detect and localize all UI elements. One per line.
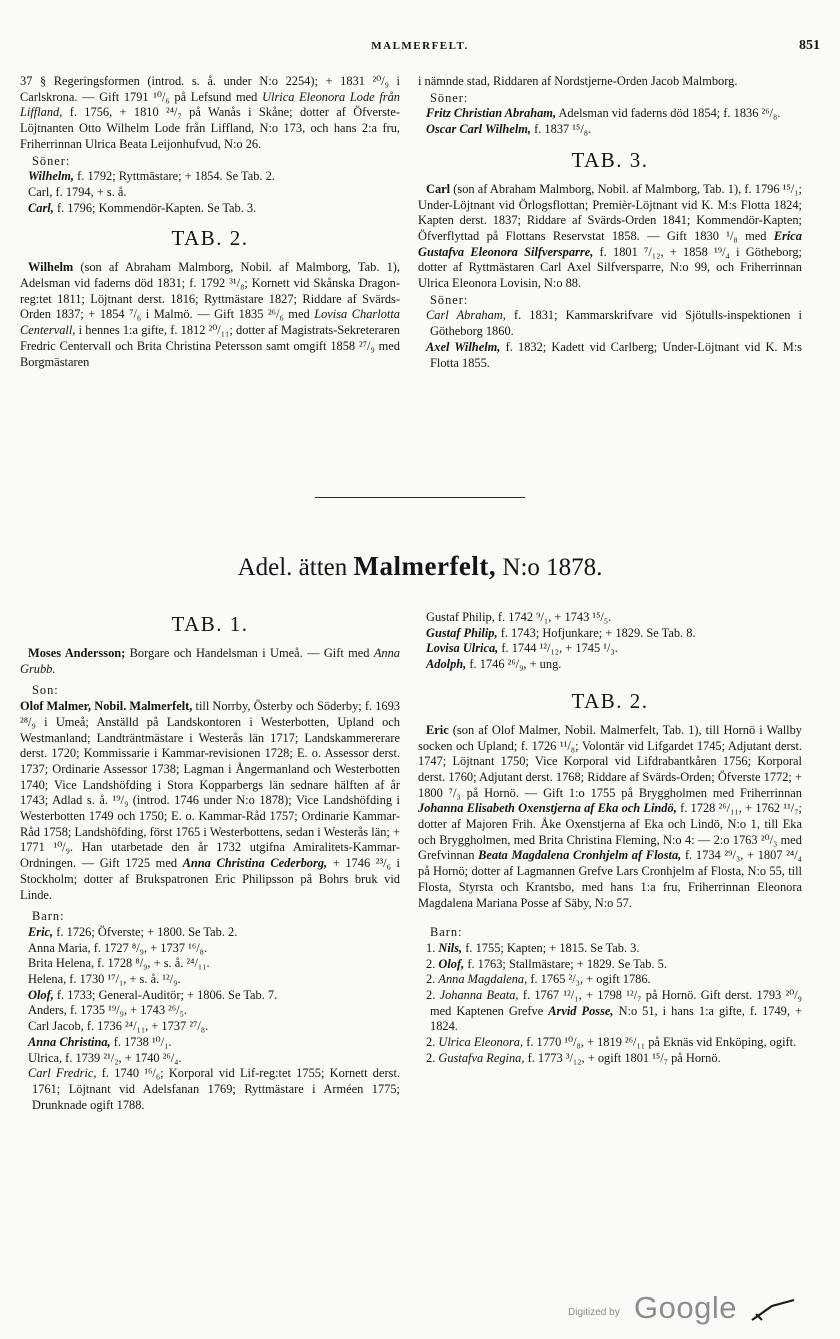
continued-entry: 37 § Regeringsformen (introd. s. å. under N:o 2254); + 1831 ²⁰/₉ i Carlskrona. — Gift 1791 ¹⁰/₆ på Lefsund med Ulrica Eleonora Lode från Liffland, f. 1756, + 1810 ²⁴/₇ på Wanås i Skåne; dotter af Öfverste-Löjtnanten Otto Wilhelm Lode från Liffland, N:o 173, och hans 2:a fru, Friherrinnan Ulrica Beata Leijonhufvud, N:o 26.	[20, 74, 400, 151]
child-entry: Helena, f. 1730 ¹⁷/₁, + s. å. ¹²/₉.	[28, 972, 181, 987]
tab-entry: Wilhelm (son af Abraham Malmborg, Nobil. af Malmborg, Tab. 1), Adelsman vid faderns död 1831; f. 1792 ³¹/₈; Kornett vid Skånska Dragon-reg:tet 1811; Löjtnant derst. 1816; Ryttmästare 1827; Riddare af Svärds-Orden 1837; + 1854 ⁷/₆ i Malmö. — Gift 1835 ²⁶/₆ med Lovisa Charlotta Centervall, i hennes 1:a gifte, f. 1812 ²⁰/₁₁; dotter af Magistrats-Sekreteraren Fredric Centervall och Brita Christina Petersson samt omgift 1858 ²⁷/₉ med Borgmästaren	[20, 260, 400, 369]
child-entry: Brita Helena, f. 1728 ⁸/₉, + s. å. ²⁴/₁₁.	[28, 956, 210, 971]
lower-left-column	[20, 606, 400, 1296]
google-logo: Google	[634, 1290, 737, 1325]
tab-entry: Eric (son af Olof Malmer, Nobil. Malmerfelt, Tab. 1), till Hornö i Wallby socken och Upland; f. 1726 ¹¹/₈; Volontär vid Lifgardet 1745; Adjutant derst. 1747; Löjtnant 1750; Vice Korporal vid Lifdrabantkåren 1756; Korporal derst. 1760; Adjutant derst. 1768; Riddare af Svärds-Orden; Öfverste 1772; + 1800 ⁷/₃ på Hornö. — Gift 1:o 1755 på Bryggholmen med Friherrinnan Johanna Elisabeth Oxenstjerna af Eka och Lindö, f. 1728 ²⁶/₁₁, + 1762 ¹¹/₇; dotter af Majoren Frih. Åke Oxenstjerna af Eka och Lindö, N:o 1, till Eka och Bryggholmen, med Brita Christina Fleming, N:o 4: — 2:o 1763 ²⁰/₃ med Grefvinnan Beata Magdalena Cronhjelm af Flosta, f. 1734 ²⁹/₃, + 1807 ²⁴/₄ på Hornö; dotter af Lagmannen Grefve Lars Cronhjelm af Flosta, N:o 55, till Flosta, Styrsta och Krantsbo, med hans 1:a fru, Friherrinnan Eleonora Magdalena Mariana Posse af Säby, N:o 57.	[418, 722, 802, 910]
child-entry: Adolph, f. 1746 ²⁶/₉, + ung.	[426, 657, 562, 672]
child-entry: Gustaf Philip, f. 1743; Hofjunkare; + 1829. Se Tab. 8.	[426, 625, 696, 640]
child-entry: 2. Gustafva Regina, f. 1773 ³/₁₂, + ogift 1801 ¹⁵/₇ på Hornö.	[426, 1050, 721, 1065]
sons-label: Söner:	[430, 90, 469, 105]
family-title: Adel. ätten Malmerfelt, N:o 1878.	[237, 551, 603, 581]
child-entry: Anders, f. 1735 ¹⁹/₉, + 1743 ²⁶/₅.	[28, 1003, 188, 1018]
child-entry: Anna Christina, f. 1738 ¹⁰/₁.	[28, 1034, 172, 1049]
child-entry: Carl, f. 1796; Kommendör-Kapten. Se Tab. 3.	[28, 200, 257, 215]
children-label: Barn:	[32, 909, 65, 924]
child-entry: Axel Wilhelm, f. 1832; Kadett vid Carlberg; Under-Löjtnant vid K. M:s Flotta 1855.	[426, 339, 802, 370]
child-entry: Wilhelm, f. 1792; Ryttmästare; + 1854. Se Tab. 2.	[28, 169, 275, 184]
continued-entry: i nämnde stad, Riddaren af Nordstjerne-Orden Jacob Malmborg.	[418, 74, 738, 88]
child-entry: Carl, f. 1794, + s. å.	[28, 184, 127, 199]
tab-entry: Carl (son af Abraham Malmborg, Nobil. af Malmborg, Tab. 1), f. 1796 ¹⁵/₁; Under-Löjtnant vid Örlogsflottan; Premièr-Löjtnant vid K. M:s Flotta 1824; Kapten derst. 1837; Riddare af Svärds-Orden 1841; Kommendör-Kapten; Öfverflyttad på Flottans Reservstat 1858. — Gift 1830 ¹/₈ med Erica Gustafva Eleonora Silfversparre, f. 1801 ⁷/₁₂, + 1858 ¹⁹/₄ i Götheborg; dotter af Ryttmästaren Carl Axel Silfversparre, N:o 99, och Friherrinnan Ulrica Eleonora Lovisin, N:o 88.	[418, 181, 802, 291]
upper-right-column	[418, 74, 802, 484]
child-entry: Carl Fredric, f. 1740 ¹⁶/₆; Korporal vid Lif-reg:tet 1755; Kornett derst. 1761; Löjtnant vid Adelsfanan 1769; Ryttmästare i Arméen 1775; Drunknade ogift 1788.	[28, 1066, 400, 1112]
children-label: Barn:	[430, 925, 463, 940]
watermark-digitized-by: Digitized by	[568, 1307, 620, 1318]
child-entry: Carl Jacob, f. 1736 ²⁴/₁₁, + 1737 ²⁷/₈.	[28, 1019, 209, 1034]
child-entry: Oscar Carl Wilhelm, f. 1837 ¹⁵/₈.	[426, 122, 592, 137]
google-watermark	[568, 1292, 818, 1328]
founder-entry: Olof Malmer, Nobil. Malmerfelt, till Norrby, Österby och Söderby; f. 1693 ²⁸/₉ i Umeå; Anställd på Landskontoren i Westerbotten, Upland och Westmanland; Landträntmästare i Westerås län 1717; Landskammererare derst. 1720; Kommissarie i Kammar-revisionen 1728; E. o. Assessor derst. 1737; Ordinarie Assessor 1738; Lagman i Ångermanland och Westerbotten 1740; Vice Landshöfding i Stora Kopparbergs län sednare hälften af år 1743; Adlad s. å. ¹⁹/₉ (introd. 1746 under N:o 1878); Vice Landshöfding i Westerbotten 1749 och 1750; E. o. Kammar-Råd 1757; Ordinarie Kammar-Råd 1758; Landshöfding, först 1765 i Westerbottens, sedan i Westerås län; + 1771 ¹⁰/₉. Han utarbetade den år 1732 utgifna Amiralitets-Kammar-Ordningen. — Gift 1725 med Anna Christina Cederborg, + 1746 ²³/₆ i Stockholm; dotter af Brukspatronen Eric Philipsson på Bohrs bruk vid Linde.	[20, 699, 400, 902]
son-label: Son:	[32, 683, 59, 698]
child-entry: 2. Johanna Beata, f. 1767 ¹²/₁, + 1798 ¹²/₇ på Hornö. Gift derst. 1793 ²⁰/₉ med Kaptenen Grefve Arvid Posse, N:o 51, i hans 1:a gifte, f. 1749, + 1824.	[426, 988, 802, 1034]
child-entry: 2. Olof, f. 1763; Stallmästare; + 1829. Se Tab. 5.	[426, 956, 667, 971]
child-entry: Carl Abraham, f. 1831; Kammarskrifvare vid Sjötulls-inspektionen i Götheborg 1860.	[426, 308, 802, 339]
child-entry: Anna Maria, f. 1727 ⁸/₉, + 1737 ¹⁶/₈.	[28, 940, 208, 955]
sons-label: Söner:	[430, 292, 469, 307]
sons-label: Söner:	[32, 153, 71, 168]
child-entry: 1. Nils, f. 1755; Kapten; + 1815. Se Tab. 3.	[426, 940, 640, 955]
child-entry: Fritz Christian Abraham, Adelsman vid faderns död 1854; f. 1836 ²⁶/₈.	[426, 106, 781, 121]
tab-heading: TAB. 1.	[171, 612, 249, 636]
tab-entry: Moses Andersson; Borgare och Handelsman i Umeå. — Gift med Anna Grubb.	[20, 646, 400, 676]
scan-mark-icon	[748, 1294, 798, 1324]
child-entry: Lovisa Ulrica, f. 1744 ¹²/₁₂, + 1745 ¹/₃.	[426, 641, 618, 656]
child-entry: 2. Ulrica Eleonora, f. 1770 ¹⁰/₈, + 1819 ²⁶/₁₁ på Eknäs vid Enköping, ogift.	[426, 1035, 797, 1050]
child-entry: 2. Anna Magdalena, f. 1765 ²/₃, + ogift 1786.	[426, 972, 651, 987]
upper-left-column	[20, 74, 400, 484]
tab-heading: TAB. 3.	[571, 147, 649, 172]
lower-right-column	[418, 606, 802, 1296]
page-number: 851	[799, 38, 820, 53]
running-head-title: MALMERFELT.	[371, 40, 469, 52]
child-entry: Olof, f. 1733; General-Auditör; + 1806. Se Tab. 7.	[28, 987, 278, 1002]
tab-heading: TAB. 2.	[571, 688, 649, 713]
child-entry: Gustaf Philip, f. 1742 ⁹/₁, + 1743 ¹⁵/₅.	[426, 610, 612, 624]
family-name: Malmerfelt,	[353, 551, 497, 581]
running-head	[20, 40, 820, 58]
child-entry: Ulrica, f. 1739 ²¹/₂, + 1740 ²⁶/₄.	[28, 1050, 182, 1065]
tab-heading: TAB. 2.	[171, 226, 249, 251]
section-divider	[315, 497, 525, 498]
spouse-name: Ulrica Eleonora Lode från Liffland,	[20, 89, 400, 120]
child-entry: Eric, f. 1726; Öfverste; + 1800. Se Tab. 2.	[28, 924, 238, 939]
